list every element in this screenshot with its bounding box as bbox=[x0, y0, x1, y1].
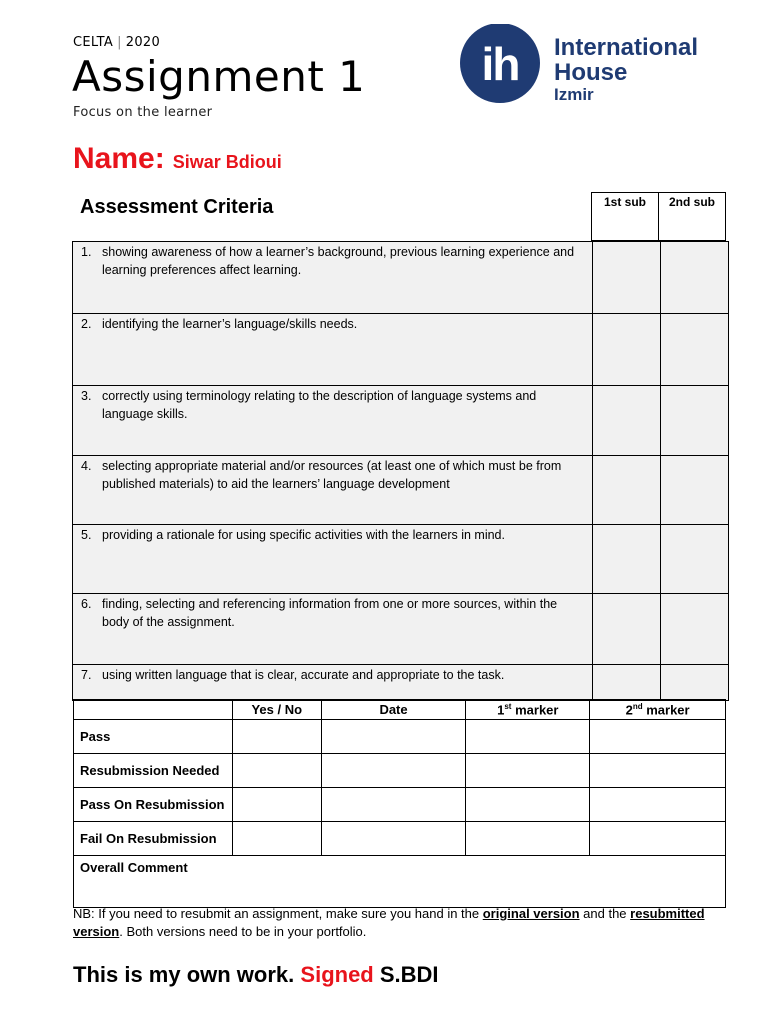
yes-no-cell[interactable] bbox=[232, 720, 321, 754]
criteria-row bbox=[73, 665, 729, 701]
first-marker-cell[interactable] bbox=[466, 720, 590, 754]
first-marker-cell[interactable] bbox=[466, 822, 590, 856]
second-sub-box[interactable] bbox=[660, 594, 728, 665]
criteria-table bbox=[72, 241, 729, 701]
page-title: Assignment 1 bbox=[72, 52, 366, 101]
result-row-pass bbox=[74, 720, 726, 754]
signature-line bbox=[73, 962, 439, 988]
international-house-logo bbox=[458, 24, 738, 104]
result-label: Pass On Resubmission bbox=[74, 788, 233, 822]
date-cell[interactable] bbox=[321, 822, 466, 856]
criteria-row bbox=[73, 456, 729, 525]
note-original-version: original version bbox=[482, 906, 580, 921]
criteria-number: 7. bbox=[81, 668, 92, 682]
result-row-resubmission-needed bbox=[74, 754, 726, 788]
date-cell[interactable] bbox=[321, 720, 466, 754]
note-resubmitted-version: resubmitted version bbox=[73, 906, 705, 939]
first-sub-box[interactable] bbox=[592, 665, 660, 701]
second-sub-box[interactable] bbox=[660, 242, 728, 314]
second-marker-cell[interactable] bbox=[590, 754, 726, 788]
result-label: Resubmission Needed bbox=[74, 754, 233, 788]
second-marker-cell[interactable] bbox=[590, 720, 726, 754]
criteria-cell bbox=[73, 665, 593, 701]
overall-comment-row bbox=[74, 856, 726, 908]
result-row-pass-on-resubmission bbox=[74, 788, 726, 822]
page-subtitle: Focus on the learner bbox=[73, 105, 213, 120]
first-sub-box[interactable] bbox=[592, 242, 660, 314]
criteria-text: using written language that is clear, accurate and appropriate to the task. bbox=[102, 668, 505, 682]
logo-line2: House bbox=[554, 59, 628, 86]
yes-no-cell[interactable] bbox=[232, 754, 321, 788]
results-header-row bbox=[74, 700, 726, 720]
overall-comment-field[interactable] bbox=[74, 856, 726, 908]
first-sub-box[interactable] bbox=[592, 525, 660, 594]
result-label: Fail On Resubmission bbox=[74, 822, 233, 856]
criteria-number: 5. bbox=[81, 528, 92, 542]
nb-note bbox=[73, 905, 733, 941]
criteria-number: 2. bbox=[81, 317, 92, 331]
separator: | bbox=[117, 35, 122, 50]
logo-line3: Izmir bbox=[554, 85, 594, 104]
criteria-cell bbox=[73, 456, 593, 525]
criteria-number: 3. bbox=[81, 389, 92, 403]
result-row-fail-on-resubmission bbox=[74, 822, 726, 856]
yes-no-cell[interactable] bbox=[232, 822, 321, 856]
criteria-cell bbox=[73, 594, 593, 665]
criteria-text: identifying the learner’s language/skills needs. bbox=[102, 317, 358, 331]
criteria-text: showing awareness of how a learner’s background, previous learning experience and learning preferences affect learning. bbox=[102, 245, 575, 277]
criteria-row bbox=[73, 386, 729, 456]
marker1-suffix: st bbox=[504, 701, 512, 711]
date-cell[interactable] bbox=[321, 788, 466, 822]
col-yes-no: Yes / No bbox=[232, 700, 321, 720]
second-marker-cell[interactable] bbox=[590, 822, 726, 856]
criteria-text: selecting appropriate material and/or resources (at least one of which must be from published materials) to aid the learners’ language development bbox=[102, 459, 562, 491]
marker2-word: marker bbox=[646, 702, 690, 718]
name-row bbox=[73, 142, 282, 176]
criteria-text: correctly using terminology relating to the description of language systems and language skills. bbox=[102, 389, 537, 421]
first-marker-cell[interactable] bbox=[466, 788, 590, 822]
col-2nd-sub: 2nd sub bbox=[659, 193, 726, 241]
second-sub-box[interactable] bbox=[660, 525, 728, 594]
signed-label: Signed bbox=[300, 962, 374, 987]
first-marker-cell[interactable] bbox=[466, 754, 590, 788]
marker1-word: marker bbox=[515, 702, 559, 718]
col-date: Date bbox=[321, 700, 466, 720]
marker2-suffix: nd bbox=[632, 701, 643, 711]
result-label: Pass bbox=[74, 720, 233, 754]
course-year: 2020 bbox=[125, 35, 161, 50]
marker1-number: 1 bbox=[497, 702, 505, 718]
criteria-cell bbox=[73, 242, 593, 314]
criteria-row bbox=[73, 594, 729, 665]
criteria-cell bbox=[73, 525, 593, 594]
criteria-row bbox=[73, 525, 729, 594]
submission-header bbox=[591, 192, 726, 241]
name-value: Siwar Bdioui bbox=[172, 152, 282, 172]
first-sub-box[interactable] bbox=[592, 456, 660, 525]
criteria-row bbox=[73, 314, 729, 386]
logo-line1: International bbox=[554, 34, 699, 61]
second-sub-box[interactable] bbox=[660, 386, 728, 456]
second-marker-cell[interactable] bbox=[590, 788, 726, 822]
course-label bbox=[73, 35, 160, 50]
date-cell[interactable] bbox=[321, 754, 466, 788]
criteria-number: 4. bbox=[81, 459, 92, 473]
criteria-text: providing a rationale for using specific activities with the learners in mind. bbox=[102, 528, 505, 542]
col-1st-sub: 1st sub bbox=[592, 193, 659, 241]
first-sub-box[interactable] bbox=[592, 594, 660, 665]
logo-mark: ih bbox=[481, 38, 519, 90]
own-work-statement: This is my own work. bbox=[73, 962, 295, 987]
criteria-row bbox=[73, 242, 729, 314]
signature-initials: S.BDI bbox=[379, 962, 439, 987]
second-sub-box[interactable] bbox=[660, 314, 728, 386]
results-table bbox=[73, 699, 726, 908]
assessment-criteria-title: Assessment Criteria bbox=[80, 196, 274, 218]
criteria-text: finding, selecting and referencing information from one or more sources, within the body of the assignment. bbox=[102, 597, 558, 629]
marker2-number: 2 bbox=[625, 702, 633, 718]
criteria-cell bbox=[73, 386, 593, 456]
col-second-marker bbox=[590, 700, 726, 720]
first-sub-box[interactable] bbox=[592, 386, 660, 456]
blank-header bbox=[74, 700, 233, 720]
first-sub-box[interactable] bbox=[592, 314, 660, 386]
note-prefix: NB: If you need to resubmit an assignment, make sure you hand in the bbox=[73, 906, 483, 921]
name-label: Name: bbox=[73, 142, 165, 175]
course-name: CELTA bbox=[73, 35, 114, 50]
second-sub-box[interactable] bbox=[660, 456, 728, 525]
criteria-cell bbox=[73, 314, 593, 386]
note-suffix: . Both versions need to be in your portfolio. bbox=[119, 924, 367, 939]
overall-comment-label: Overall Comment bbox=[80, 860, 188, 875]
col-first-marker bbox=[466, 700, 590, 720]
yes-no-cell[interactable] bbox=[232, 788, 321, 822]
criteria-number: 6. bbox=[81, 597, 92, 611]
criteria-number: 1. bbox=[81, 245, 92, 259]
note-mid: and the bbox=[579, 906, 631, 921]
second-sub-box[interactable] bbox=[660, 665, 728, 701]
